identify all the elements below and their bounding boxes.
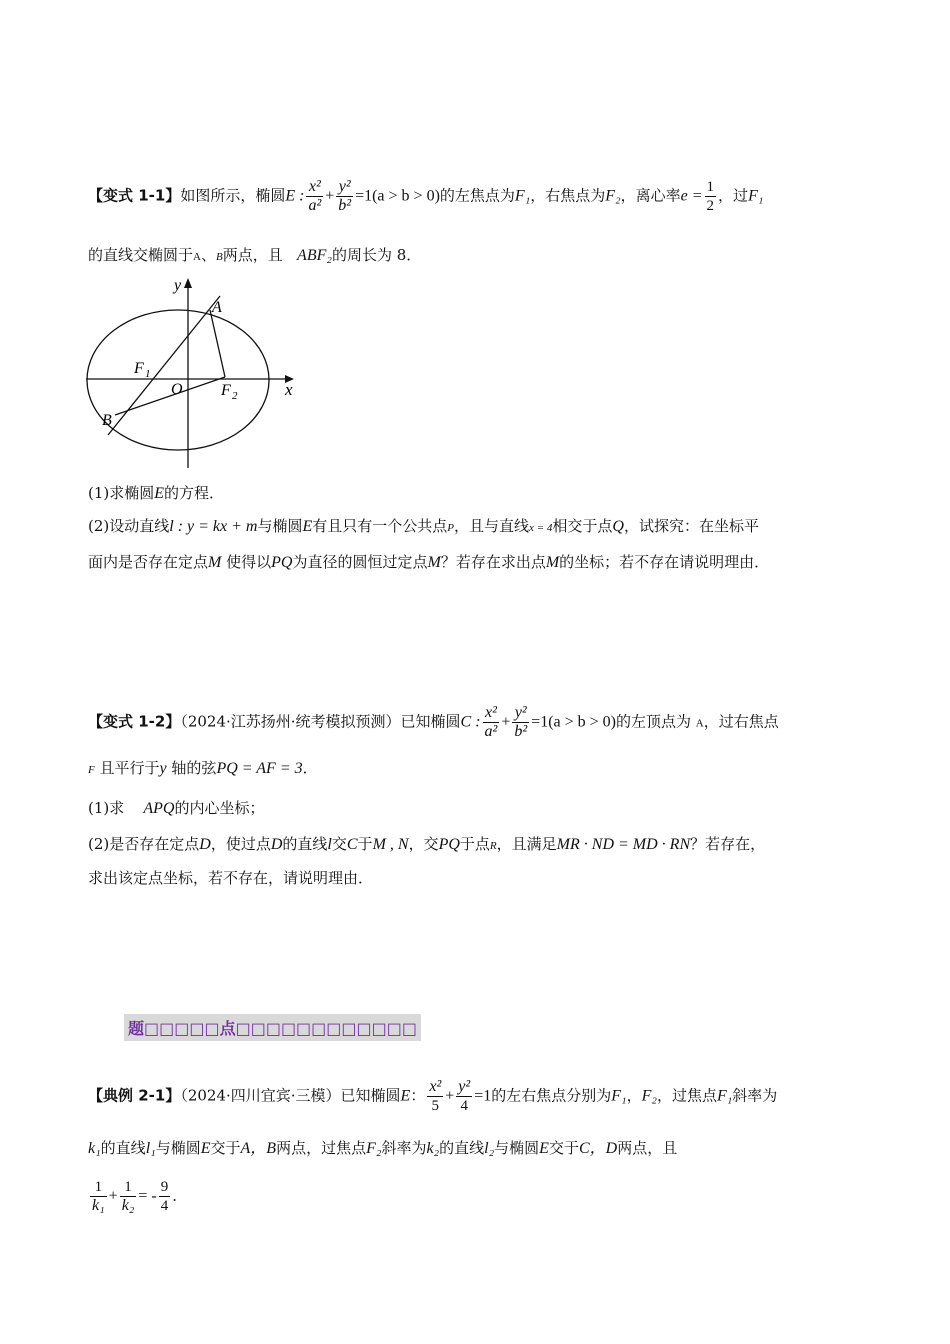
ellipse-figure — [82, 272, 302, 472]
label-x: x — [285, 380, 293, 399]
fraction: $\frac{\text{y²}}{\text{b²}}$ — [514, 704, 528, 740]
problem-1-1-q2-line-1: (2)设动直线l : y = kx + m与椭圆E有且只有一个公共点P，且与直线x = 4相交于点Q，试探究：在坐标平 — [88, 517, 759, 535]
problem-tag: 【变式 1-1】 — [88, 186, 181, 205]
label-F1-sub: 1 — [145, 368, 151, 380]
problem-1-1-line-2: 的直线交椭圆于A、B两点，且 ABF₂的周长为 8． — [88, 246, 422, 264]
text: 如图所示，椭圆 — [180, 186, 286, 205]
ellipse — [87, 310, 269, 450]
example-2-1-line-3: $\frac{1}{\text{k₁}}$ + $\frac{1}{\text{k₂}}$ = - $\frac{9}{4}$ ． — [92, 1179, 188, 1214]
math: =1(a > b > 0) — [355, 187, 440, 205]
fraction: $\frac{9}{4}$ — [160, 1179, 169, 1214]
segment-AF2 — [210, 310, 225, 377]
problem-tag: 【典例 2-1】 — [88, 1086, 181, 1105]
label-F2: F — [221, 382, 231, 399]
example-2-1-line-2: k₁的直线l₁与椭圆E交于A，B两点，过焦点F₂斜率为k₂的直线l₂与椭圆E交于C，D两点，且 — [88, 1139, 678, 1157]
problem-1-2-q1: (1)求 APQ的内心坐标； — [88, 799, 265, 817]
fraction: $\frac{\text{x²}}{5}$ — [429, 1078, 442, 1114]
problem-1-1-q1: (1)求椭圆E的方程． — [88, 484, 225, 502]
fraction: $\frac{\text{y²}}{\text{b²}}$ — [338, 178, 352, 214]
fraction: $\frac{1}{2}$ — [706, 179, 715, 214]
label-O: O — [171, 381, 183, 398]
problem-1-2-q2-line-1: (2)是否存在定点D，使过点D的直线l交C于M , N，交PQ于点R，且满足MR · ND = MD · RN？若存在， — [88, 835, 766, 853]
fraction: $\frac{1}{\text{k₁}}$ — [92, 1179, 105, 1214]
y-axis-arrow-icon — [184, 278, 192, 288]
problem-1-2-line-1: 【变式 1-2】（2024·江苏扬州·统考模拟预测）已知椭圆C : $\frac{\text{x²}}{\text{a²}}$ + $\frac{\text{y²}}{\text{b²}}$ =1(a > b > 0)的左顶点为 A，过右焦点 — [88, 704, 779, 740]
label-F1: F — [134, 360, 144, 377]
label-y: y — [174, 277, 182, 294]
example-2-1-line-1: 【典例 2-1】（2024·四川宜宾·三模）已知椭圆E： $\frac{\text{x²}}{5}$ + $\frac{\text{y²}}{4}$ =1的左右焦点分别为F₁，F₂，过焦点F₁斜率为 — [88, 1078, 778, 1114]
label-B: B — [102, 412, 112, 429]
problem-1-2-line-2: F 且平行于y 轴的弦PQ = AF = 3． — [88, 759, 318, 777]
label-A: A — [212, 299, 222, 316]
problem-1-1-q2-line-2: 面内是否存在定点M 使得以PQ为直径的圆恒过定点M？若存在求出点M的坐标；若不存在请说明理由． — [88, 553, 770, 571]
problem-1-2-q2-line-2: 求出该定点坐标，若不存在，请说明理由． — [88, 869, 374, 887]
math: E : — [285, 187, 305, 205]
fraction: $\frac{\text{x²}}{\text{a²}}$ — [308, 178, 322, 214]
problem-1-1-line-1: 【变式 1-1】如图所示，椭圆E : $\frac{\text{x²}}{\text{a²}}$ + $\frac{\text{y²}}{\text{b²}}$ =1(a > b > 0)的左焦点为F₁，右焦点为F₂，离心率e = $\frac{1}{2}$ ，过F₁ — [88, 178, 764, 214]
problem-tag: 【变式 1-2】 — [88, 712, 181, 731]
label-F2-sub: 2 — [232, 390, 238, 402]
fraction: $\frac{\text{x²}}{\text{a²}}$ — [484, 704, 498, 740]
fraction: $\frac{\text{y²}}{4}$ — [458, 1078, 471, 1114]
segment-BF2 — [115, 377, 225, 415]
section-heading: 题□□□□□点□□□□□□□□□□□□ — [124, 1014, 421, 1041]
fraction: $\frac{1}{\text{k₂}}$ — [121, 1179, 135, 1214]
line-AB — [108, 296, 220, 435]
